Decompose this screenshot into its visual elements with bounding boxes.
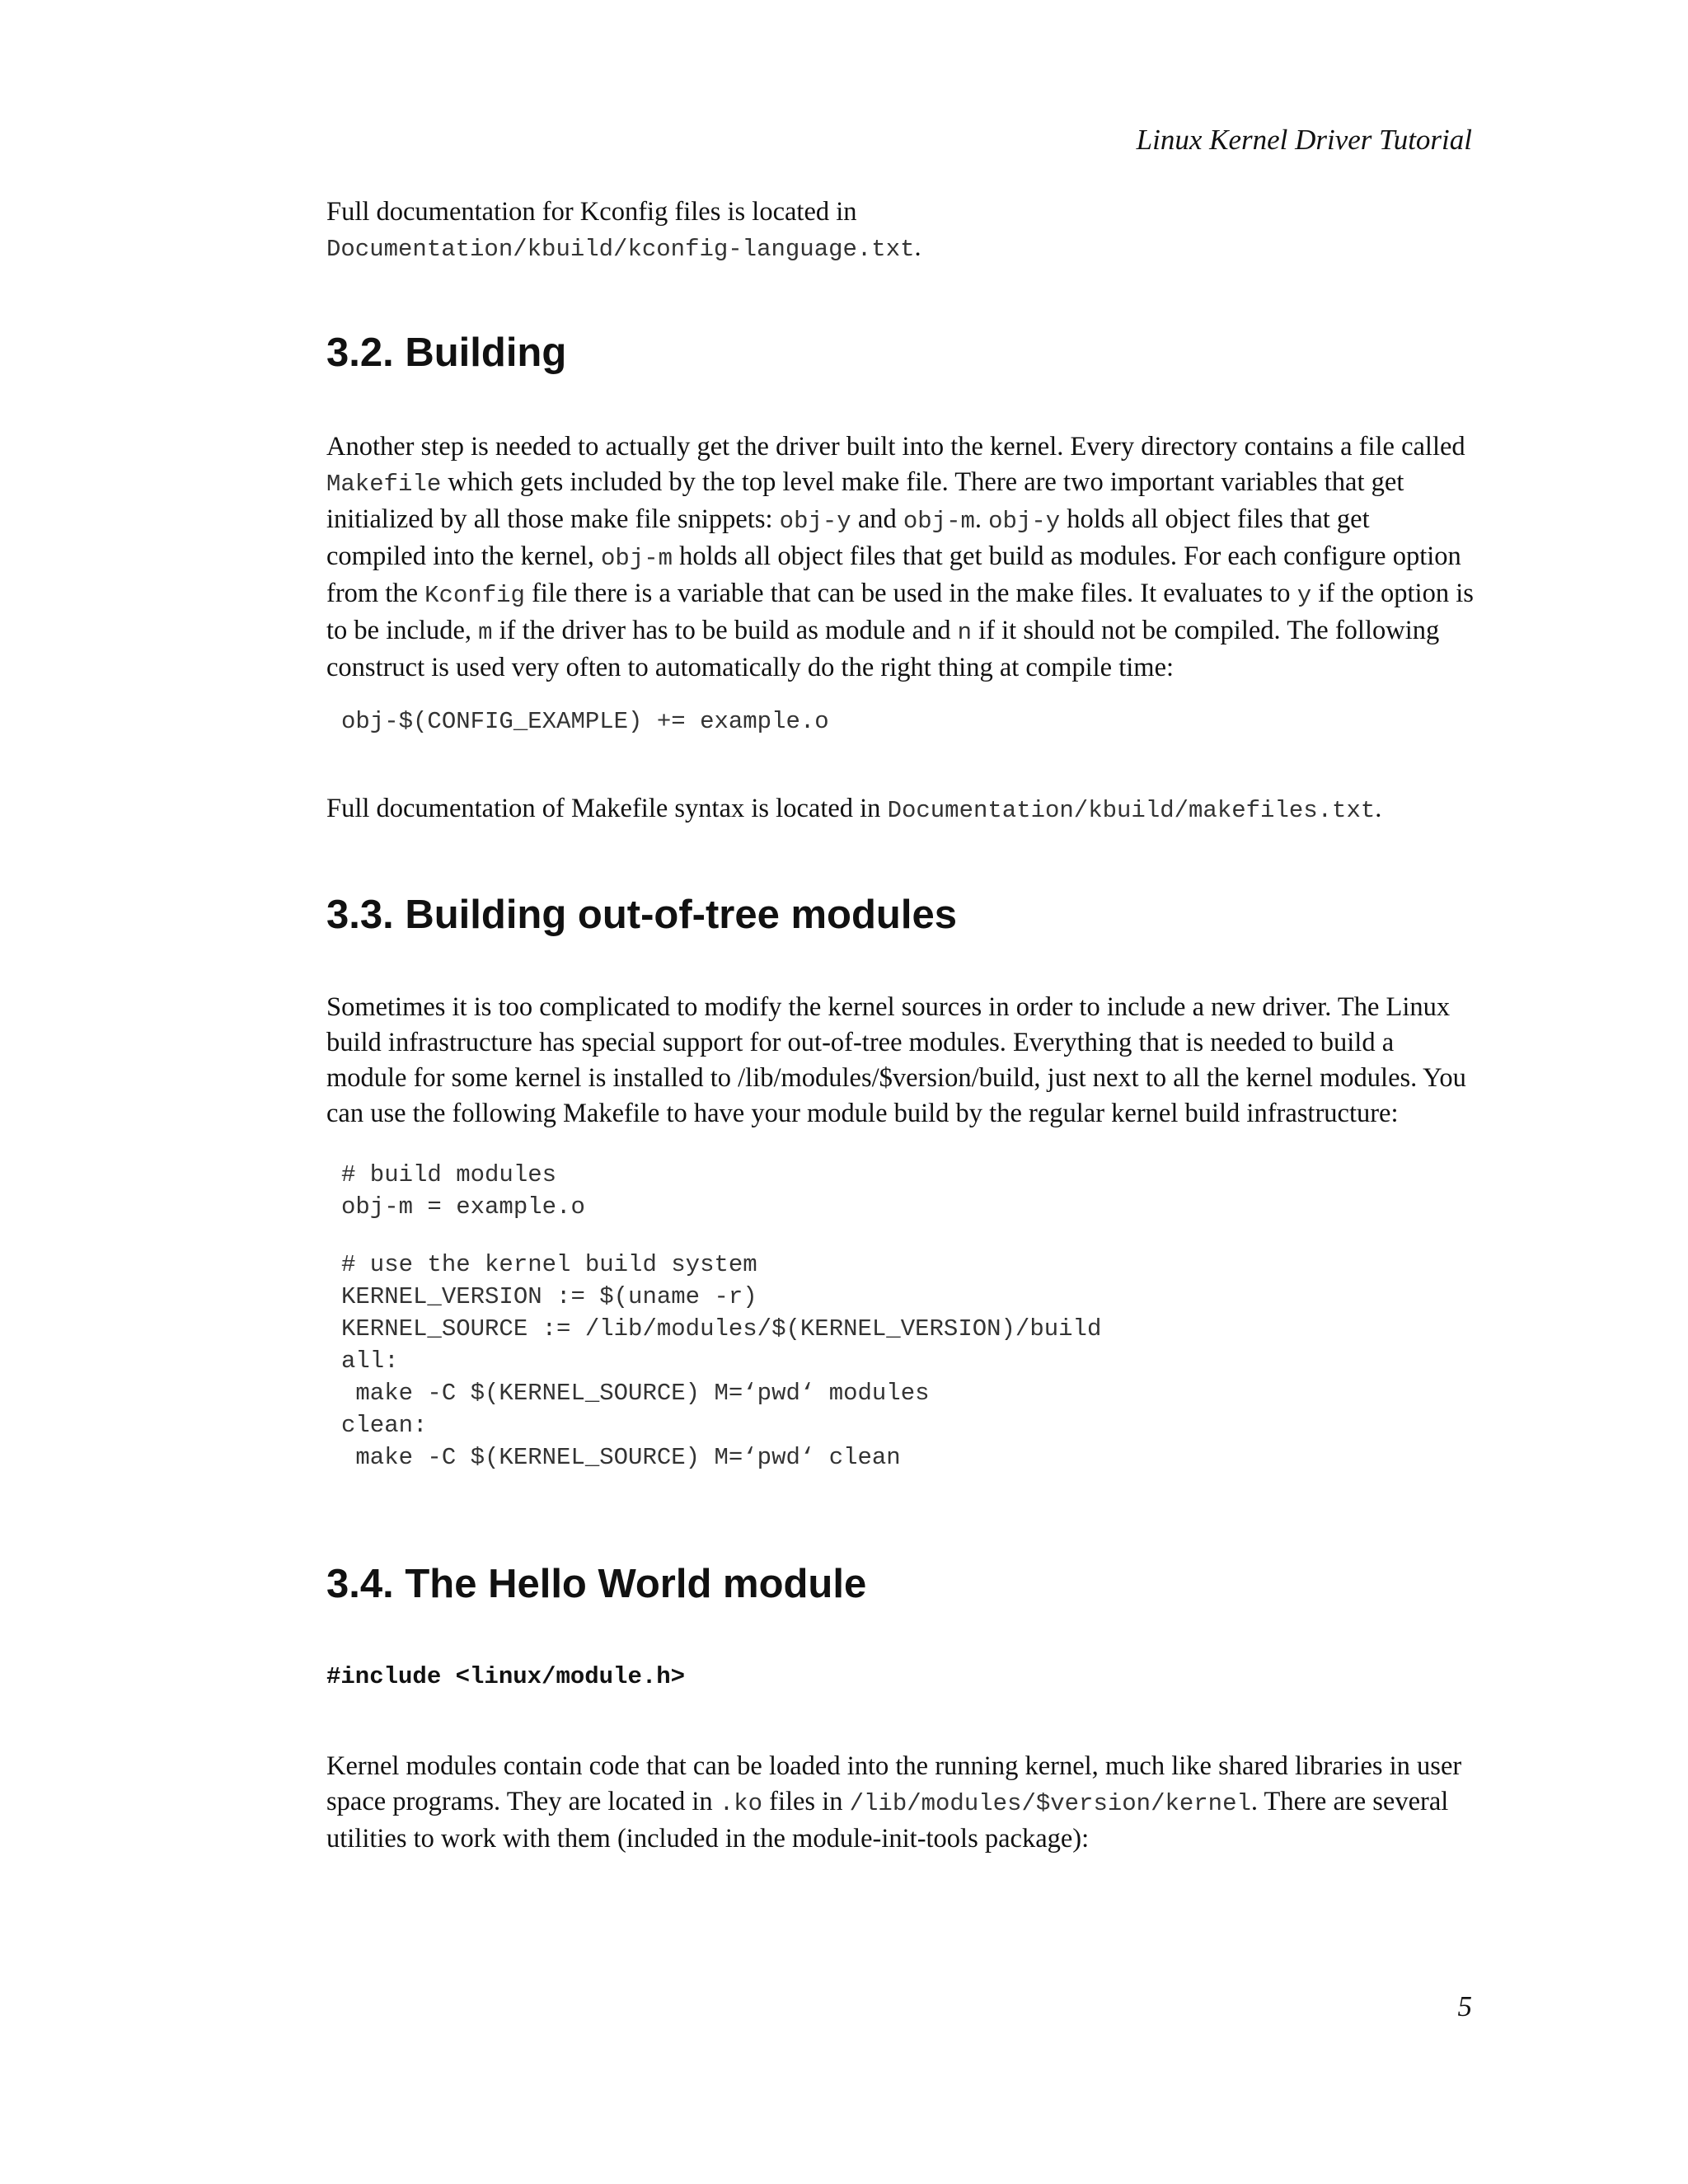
include-directive-code: #include <linux/module.h> (326, 1663, 686, 1690)
kconfig-doc-text: Full documentation for Kconfig files is located in (326, 197, 857, 227)
kconfig-doc-path: Documentation/kbuild/kconfig-language.txt (326, 236, 915, 263)
page-number: 5 (1457, 1990, 1472, 2022)
section-3-3-heading: 3.3. Building out-of-tree modules (326, 893, 957, 937)
makefile-doc-paragraph: Full documentation of Makefile syntax is located in Documentation/kbuild/makefiles.txt. (326, 794, 1382, 824)
hello-world-paragraph: Kernel modules contain code that can be loaded into the running kernel, much like shared libraries in user space programs. They are located in .ko files in /lib/modules/$version/kernel. There are several utilities to work with them (included in the module-init-tools package): (326, 1751, 1462, 1854)
section-3-2-heading: 3.2. Building (326, 330, 567, 375)
building-paragraph: Another step is needed to actually get the driver built into the kernel. Every directory contains a file called Makefile which gets included by the top level make file. There are two important variables that get initialized by all those make file snippets: obj-y and obj-m. obj-y holds all object files that get compiled into the kernel, obj-m holds all object files that get build as modules. For each configure option from the Kconfig file there is a variable that can be used in the make files. It evaluates to y if the option is to be include, m if the driver has to be build as module and n if it should not be compiled. The following construct is used very often to automatically do the right thing at compile time: (326, 432, 1474, 682)
kconfig-doc-end: . (914, 232, 921, 262)
running-head: Linux Kernel Driver Tutorial (1136, 124, 1472, 156)
out-of-tree-code-modules: # build modules obj-m = example.o (341, 1161, 585, 1221)
document-page (326, 0, 1472, 2184)
section-3-4-heading: 3.4. The Hello World module (326, 1562, 867, 1606)
kconfig-doc-paragraph (326, 194, 1474, 267)
out-of-tree-code-build-system: # use the kernel build system KERNEL_VERSION := $(uname -r) KERNEL_SOURCE := /lib/modules/$(KERNEL_VERSION)/build all: make -C $(KERNEL_SOURCE) M=‘pwd‘ modules clean: make -C $(KERNEL_SOURCE) M=‘pwd‘ clean (341, 1251, 1102, 1471)
out-of-tree-paragraph: Sometimes it is too complicated to modify the kernel sources in order to include a new driver. The Linux build infrastructure has special support for out-of-tree modules. Everything that is needed to build a module for some kernel is installed to /lib/modules/$version/build, just next to all the kernel modules. You can use the following Makefile to have your module build by the regular kernel build infrastructure: (326, 992, 1466, 1128)
makefile-construct-code: obj-$(CONFIG_EXAMPLE) += example.o (341, 708, 829, 735)
